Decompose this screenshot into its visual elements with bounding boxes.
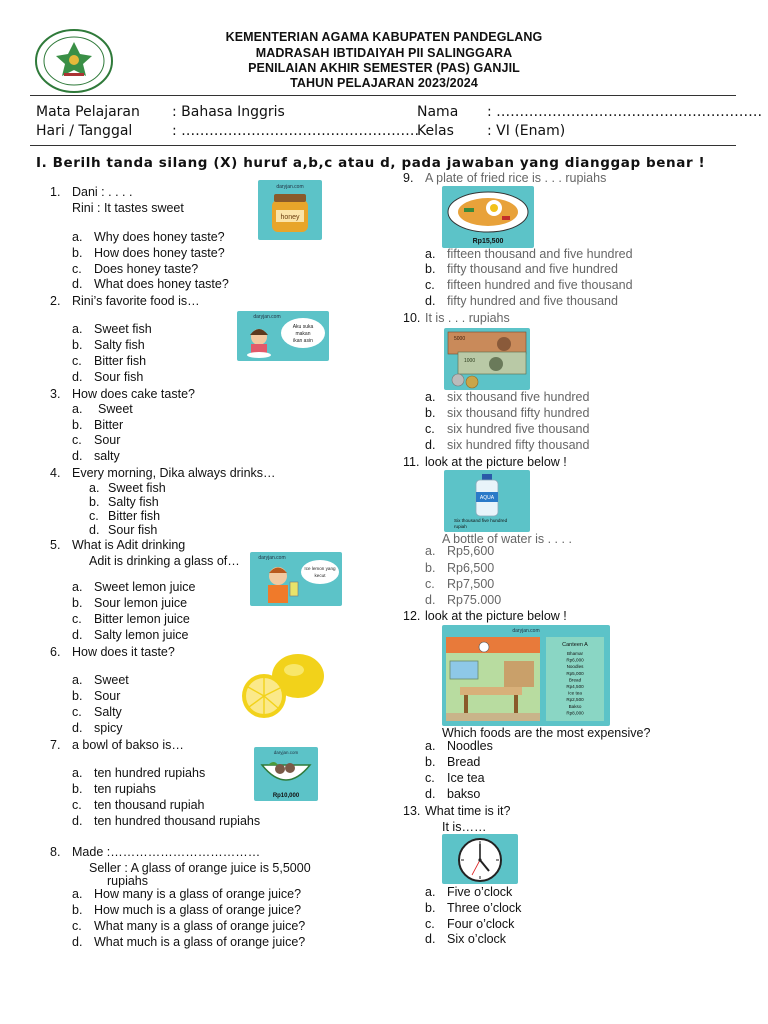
bakso-picture <box>254 747 318 801</box>
class-label: Kelas <box>417 123 454 139</box>
q7-option-d[interactable]: d. ten hundred thousand rupiahs <box>72 814 261 828</box>
class-value: : VI (Enam) <box>487 123 566 139</box>
canteen-menu-item: Rp5,000 <box>566 670 584 676</box>
question-13-text: It is…… <box>442 820 487 834</box>
canteen-menu-item: Rp4,500 <box>566 684 584 689</box>
question-12: 12. look at the picture below ! <box>403 609 567 623</box>
q9-option-d[interactable]: d. fifty hundred and five thousand <box>425 294 618 308</box>
question-4: 4. Every morning, Dika always drinks… <box>50 466 276 480</box>
q9-option-b[interactable]: b. fifty thousand and five hundred <box>425 262 618 276</box>
question-6: 6. How does it taste? <box>50 645 175 659</box>
canteen-menu-item: Noodles <box>566 664 584 670</box>
svg-text:honey: honey <box>280 214 300 221</box>
question-11-text: A bottle of water is . . . . <box>442 532 572 546</box>
q6-option-b[interactable]: b. Sour <box>72 689 121 703</box>
day-field[interactable]: : …………………………………………… <box>172 123 420 139</box>
canteen-menu-item: Rp6,000 <box>566 657 584 663</box>
canteen-menu-item: Rp2,500 <box>566 697 584 703</box>
lemon-picture <box>234 648 328 722</box>
canteen-menu-item: Ice tea <box>568 690 582 696</box>
svg-text:ikan asin: ikan asin <box>293 338 313 344</box>
question-9: 9. A plate of fried rice is . . . rupiahs <box>403 171 607 185</box>
q10-option-b[interactable]: b. six thousand fifty hundred <box>425 406 590 420</box>
svg-text:daryjan.com: daryjan.com <box>273 750 299 755</box>
q7-option-c[interactable]: c. ten thousand rupiah <box>72 798 205 812</box>
clock-picture <box>442 834 518 884</box>
subject-value: : Bahasa Inggris <box>172 104 285 120</box>
q7-option-a[interactable]: a. ten hundred rupiahs <box>72 766 206 780</box>
svg-text:daryjan.com: daryjan.com <box>253 314 281 320</box>
girl-eating-picture <box>237 311 329 361</box>
question-11: 11. look at the picture below ! <box>403 455 567 469</box>
svg-text:rupiah: rupiah <box>454 524 467 529</box>
header-ministry: KEMENTERIAN AGAMA KABUPATEN PANDEGLANG <box>225 30 543 44</box>
header-divider <box>30 95 736 96</box>
question-5: 5. What is Adit drinking <box>50 538 186 552</box>
q2-option-a[interactable]: a. Sweet fish <box>72 322 152 336</box>
question-12-text: Which foods are the most expensive? <box>442 726 651 740</box>
boy-drinking-picture <box>250 552 342 606</box>
money-picture <box>444 328 530 390</box>
q9-option-c[interactable]: c. fifteen hundred and five thousand <box>425 278 633 292</box>
q11-option-c[interactable]: c. Rp7,500 <box>425 577 495 591</box>
q3-option-c[interactable]: c. Sour <box>72 433 121 447</box>
q2-option-c[interactable]: c. Bitter fish <box>72 354 147 368</box>
svg-text:AQUA: AQUA <box>479 495 495 501</box>
header-year: TAHUN PELAJARAN 2023/2024 <box>290 76 478 90</box>
q13-option-d[interactable]: d. Six o’clock <box>425 932 507 946</box>
svg-text:kecut: kecut <box>314 573 326 578</box>
q12-option-b[interactable]: b. Bread <box>425 755 481 769</box>
svg-text:Ice lemon yang: Ice lemon yang <box>304 566 336 571</box>
q1-option-c[interactable]: c. Does honey taste? <box>72 262 199 276</box>
q8-option-d[interactable]: d. What much is a glass of orange juice? <box>72 935 306 949</box>
q8-option-a[interactable]: a. How many is a glass of orange juice? <box>72 887 302 901</box>
q10-option-a[interactable]: a. six thousand five hundred <box>425 390 590 404</box>
question-8-dialog-cont: rupiahs <box>107 874 148 888</box>
q11-option-a[interactable]: a. Rp5,600 <box>425 544 495 558</box>
q12-option-c[interactable]: c. Ice tea <box>425 771 485 785</box>
svg-text:Six thousand five hundred: Six thousand five hundred <box>454 518 508 523</box>
question-8: 8. Made :……………………………… <box>50 845 261 859</box>
svg-text:5000: 5000 <box>454 336 466 342</box>
q5-option-b[interactable]: b. Sour lemon juice <box>72 596 188 610</box>
q13-option-b[interactable]: b. Three o’clock <box>425 901 522 915</box>
q1-option-b[interactable]: b. How does honey taste? <box>72 246 225 260</box>
svg-text:makan: makan <box>295 331 311 337</box>
q5-option-c[interactable]: c. Bitter lemon juice <box>72 612 190 626</box>
day-label: Hari / Tanggal <box>36 123 133 139</box>
q8-option-c[interactable]: c. What many is a glass of orange juice? <box>72 919 306 933</box>
canteen-picture <box>442 625 610 726</box>
question-1: 1. Dani : . . . . <box>50 185 133 199</box>
question-1-dialog: Rini : It tastes sweet <box>72 201 184 215</box>
q5-option-a[interactable]: a. Sweet lemon juice <box>72 580 196 594</box>
q13-option-a[interactable]: a. Five o’clock <box>425 885 513 899</box>
svg-text:Rp15,500: Rp15,500 <box>472 238 504 245</box>
name-label: Nama <box>417 104 459 120</box>
q4-option-a[interactable]: a. Sweet fish <box>89 481 166 495</box>
question-13: 13. What time is it? <box>403 804 511 818</box>
subject-label: Mata Pelajaran <box>36 104 140 120</box>
svg-text:1000: 1000 <box>464 358 476 364</box>
question-7: 7. a bowl of bakso is… <box>50 738 184 752</box>
q12-option-a[interactable]: a. Noodles <box>425 739 493 753</box>
q13-option-c[interactable]: c. Four o’clock <box>425 917 515 931</box>
q5-option-d[interactable]: d. Salty lemon juice <box>72 628 189 642</box>
q3-option-d[interactable]: d. salty <box>72 449 120 463</box>
q7-option-b[interactable]: b. ten rupiahs <box>72 782 156 796</box>
q2-option-d[interactable]: d. Sour fish <box>72 370 144 384</box>
q3-option-a[interactable]: a. Sweet <box>72 402 133 416</box>
q6-option-c[interactable]: c. Salty <box>72 705 122 719</box>
instruction: I. Berilh tanda silang (X) huruf a,b,c atau d, pada jawaban yang dianggap benar ! <box>36 155 706 171</box>
question-10: 10. It is . . . rupiahs <box>403 311 510 325</box>
svg-text:Rp10,000: Rp10,000 <box>272 793 300 799</box>
fried-rice-picture <box>442 186 534 248</box>
q9-option-a[interactable]: a. fifteen thousand and five hundred <box>425 247 633 261</box>
svg-text:daryjan.com: daryjan.com <box>276 184 304 190</box>
q10-option-c[interactable]: c. six hundred five thousand <box>425 422 590 436</box>
q11-option-b[interactable]: b. Rp6,500 <box>425 561 495 575</box>
info-divider <box>30 145 736 146</box>
canteen-menu-item: Bakso <box>568 703 582 709</box>
header-school: MADRASAH IBTIDAIYAH PII SALINGGARA <box>255 46 513 60</box>
q2-option-b[interactable]: b. Salty fish <box>72 338 145 352</box>
question-8-dialog: Seller : A glass of orange juice is 5,5000 <box>89 861 311 875</box>
water-bottle-picture <box>444 470 530 532</box>
q10-option-d[interactable]: d. six hundred fifty thousand <box>425 438 590 452</box>
q4-option-b[interactable]: b. Salty fish <box>89 495 159 509</box>
q4-option-c[interactable]: c. Bitter fish <box>89 509 161 523</box>
svg-text:daryjan.com: daryjan.com <box>258 555 286 561</box>
canteen-menu-item: Bread <box>568 677 582 683</box>
honey-picture <box>258 180 322 240</box>
question-2: 2. Rini’s favorite food is… <box>50 294 200 308</box>
q1-option-d[interactable]: d. What does honey taste? <box>72 277 229 291</box>
svg-text:Aku suka: Aku suka <box>292 324 314 330</box>
q1-option-a[interactable]: a. Why does honey taste? <box>72 230 225 244</box>
canteen-menu-item: Rp8,000 <box>566 710 584 716</box>
q6-option-a[interactable]: a. Sweet <box>72 673 129 687</box>
q4-option-d[interactable]: d. Sour fish <box>89 523 158 537</box>
svg-text:daryjan.com: daryjan.com <box>512 628 540 634</box>
q3-option-b[interactable]: b. Bitter <box>72 418 124 432</box>
name-field[interactable]: : ………………………………………………… <box>487 104 763 120</box>
question-5-sentence: Adit is drinking a glass of… <box>89 554 240 568</box>
svg-text:Canteen A: Canteen A <box>562 642 588 648</box>
canteen-menu-item: Bhamar <box>566 651 584 656</box>
header-exam: PENILAIAN AKHIR SEMESTER (PAS) GANJIL <box>248 61 520 75</box>
q11-option-d[interactable]: d. Rp75.000 <box>425 593 502 607</box>
q6-option-d[interactable]: d. spicy <box>72 721 123 735</box>
q12-option-d[interactable]: d. bakso <box>425 787 481 801</box>
q8-option-b[interactable]: b. How much is a glass of orange juice? <box>72 903 302 917</box>
question-3: 3. How does cake taste? <box>50 387 195 401</box>
